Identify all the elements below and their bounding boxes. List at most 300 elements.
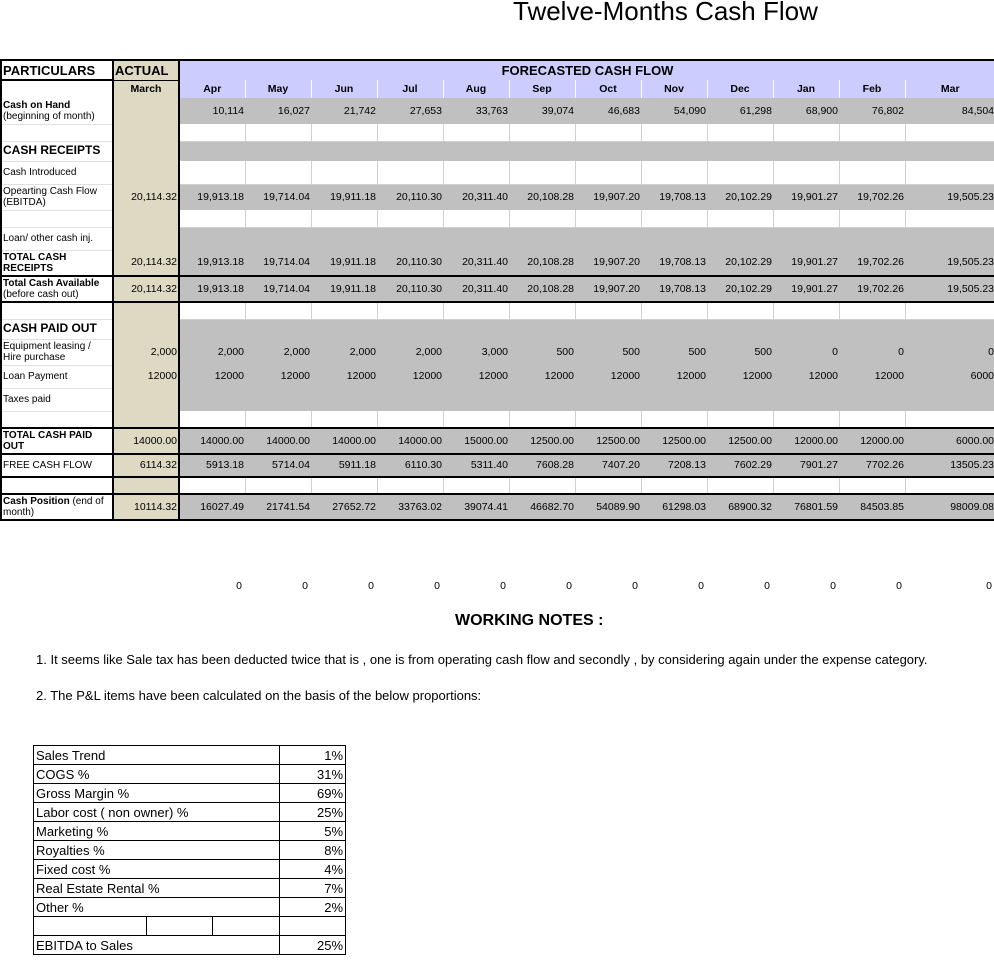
month-header: Feb bbox=[839, 80, 905, 98]
forecast-value bbox=[707, 210, 773, 227]
data-row bbox=[1, 161, 994, 184]
pl-row bbox=[34, 746, 346, 765]
actual-value: 20,114.32 bbox=[113, 184, 179, 210]
working-note-1: 1. It seems like Sale tax has been deducted twice that is , one is from operating cash flow and secondly , by considering again under the expense category. bbox=[36, 652, 928, 667]
forecast-value: 19,702.26 bbox=[839, 250, 905, 276]
forecast-value bbox=[509, 477, 575, 494]
pl-row bbox=[34, 841, 346, 860]
row-label bbox=[1, 388, 113, 411]
pl-label: Sales Trend bbox=[34, 746, 280, 765]
forecast-value bbox=[773, 124, 839, 141]
forecast-value bbox=[575, 477, 641, 494]
forecast-value: 21,742 bbox=[311, 98, 377, 124]
forecast-value bbox=[509, 124, 575, 141]
forecast-value bbox=[377, 161, 443, 184]
data-row bbox=[1, 454, 994, 477]
forecast-value: 16027.49 bbox=[179, 494, 245, 520]
row-label bbox=[1, 494, 113, 520]
actual-value bbox=[113, 388, 179, 411]
forecast-value bbox=[905, 388, 994, 411]
forecast-value: 54,090 bbox=[641, 98, 707, 124]
actual-header: ACTUAL bbox=[113, 60, 179, 80]
row-label bbox=[1, 302, 113, 319]
row-label bbox=[1, 124, 113, 141]
forecast-value bbox=[641, 124, 707, 141]
working-notes-heading: WORKING NOTES : bbox=[455, 612, 604, 629]
zero-value: 0 bbox=[632, 580, 638, 592]
forecast-value bbox=[575, 227, 641, 250]
data-row bbox=[1, 227, 994, 250]
pl-value: 7% bbox=[280, 879, 346, 898]
actual-value bbox=[113, 141, 179, 161]
row-label bbox=[1, 428, 113, 454]
forecast-value: 14000.00 bbox=[311, 428, 377, 454]
row-label-text: Cash on Hand bbox=[3, 99, 71, 111]
forecast-value: 61,298 bbox=[707, 98, 773, 124]
header-row bbox=[1, 60, 994, 80]
forecast-value: 500 bbox=[575, 339, 641, 365]
row-label bbox=[1, 411, 113, 428]
forecast-value bbox=[179, 227, 245, 250]
forecast-value: 19,702.26 bbox=[839, 184, 905, 210]
actual-value: 20,114.32 bbox=[113, 250, 179, 276]
forecast-value bbox=[311, 411, 377, 428]
section-title: CASH PAID OUT bbox=[3, 321, 97, 335]
month-header: Nov bbox=[641, 80, 707, 98]
actual-value bbox=[113, 319, 179, 339]
data-row bbox=[1, 365, 994, 388]
forecast-value: 20,102.29 bbox=[707, 184, 773, 210]
forecast-value: 19,505.23 bbox=[905, 184, 994, 210]
row-label bbox=[1, 276, 113, 302]
forecast-value bbox=[839, 210, 905, 227]
forecast-value: 12000.00 bbox=[839, 428, 905, 454]
pl-value: 5% bbox=[280, 822, 346, 841]
forecast-value: 19,913.18 bbox=[179, 276, 245, 302]
forecast-value: 68,900 bbox=[773, 98, 839, 124]
forecast-value: 20,102.29 bbox=[707, 276, 773, 302]
forecast-value: 500 bbox=[707, 339, 773, 365]
row-label-sub: RECEIPTS bbox=[3, 262, 54, 274]
forecast-value bbox=[641, 477, 707, 494]
forecast-value: 7608.28 bbox=[509, 454, 575, 477]
forecast-value: 12000 bbox=[443, 365, 509, 388]
forecast-value bbox=[311, 477, 377, 494]
forecast-header: FORECASTED CASH FLOW bbox=[179, 60, 994, 80]
month-row-label bbox=[1, 80, 113, 98]
zero-value: 0 bbox=[302, 580, 308, 592]
row-label bbox=[1, 477, 113, 494]
forecast-value: 19,708.13 bbox=[641, 250, 707, 276]
forecast-value: 0 bbox=[839, 339, 905, 365]
forecast-value bbox=[773, 411, 839, 428]
row-label-sub: month) bbox=[3, 507, 35, 518]
data-row bbox=[1, 184, 994, 210]
forecast-value bbox=[575, 124, 641, 141]
section-row bbox=[1, 141, 994, 161]
spacer-row bbox=[1, 124, 994, 141]
forecast-value: 20,108.28 bbox=[509, 250, 575, 276]
forecast-value bbox=[839, 161, 905, 184]
forecast-value bbox=[443, 124, 509, 141]
forecast-value: 14000.00 bbox=[179, 428, 245, 454]
forecast-value: 27,653 bbox=[377, 98, 443, 124]
forecast-value bbox=[905, 161, 994, 184]
forecast-value bbox=[179, 161, 245, 184]
forecast-value bbox=[509, 210, 575, 227]
forecast-value: 14000.00 bbox=[377, 428, 443, 454]
row-label-text: Loan/ other cash inj. bbox=[3, 233, 94, 244]
pl-value: 25% bbox=[280, 803, 346, 822]
forecast-value bbox=[179, 388, 245, 411]
month-row bbox=[1, 80, 994, 98]
forecast-value bbox=[641, 411, 707, 428]
pl-row bbox=[34, 784, 346, 803]
row-label-text: TOTAL CASH PAID bbox=[3, 430, 93, 441]
forecast-value bbox=[905, 227, 994, 250]
row-label-text: Opearting Cash Flow bbox=[3, 186, 97, 197]
forecast-value: 19,913.18 bbox=[179, 184, 245, 210]
forecast-value: 12000 bbox=[641, 365, 707, 388]
forecast-value bbox=[377, 411, 443, 428]
pl-empty-cell bbox=[147, 917, 213, 936]
forecast-value bbox=[245, 302, 311, 319]
forecast-value bbox=[839, 411, 905, 428]
pl-label: Royalties % bbox=[34, 841, 280, 860]
forecast-value bbox=[905, 210, 994, 227]
forecast-value bbox=[245, 388, 311, 411]
forecast-value: 12000 bbox=[839, 365, 905, 388]
forecast-value: 12500.00 bbox=[707, 428, 773, 454]
row-label bbox=[1, 365, 113, 388]
forecast-value: 46682.70 bbox=[509, 494, 575, 520]
forecast-value: 7208.13 bbox=[641, 454, 707, 477]
pl-label: Fixed cost % bbox=[34, 860, 280, 879]
forecast-value bbox=[773, 388, 839, 411]
forecast-value: 7407.20 bbox=[575, 454, 641, 477]
forecast-value bbox=[773, 210, 839, 227]
forecast-value bbox=[311, 302, 377, 319]
forecast-value bbox=[509, 411, 575, 428]
forecast-value bbox=[377, 227, 443, 250]
forecast-value: 6000.00 bbox=[905, 428, 994, 454]
forecast-value: 19,505.23 bbox=[905, 250, 994, 276]
forecast-value bbox=[245, 477, 311, 494]
forecast-value: 12000 bbox=[377, 365, 443, 388]
forecast-value bbox=[443, 302, 509, 319]
row-label bbox=[1, 184, 113, 210]
pl-row bbox=[34, 765, 346, 784]
forecast-value: 12500.00 bbox=[509, 428, 575, 454]
spacer-row bbox=[1, 477, 994, 494]
spacer-row bbox=[1, 210, 994, 227]
forecast-value: 13505.23 bbox=[905, 454, 994, 477]
forecast-value: 33,763 bbox=[443, 98, 509, 124]
forecast-value bbox=[377, 477, 443, 494]
forecast-value: 20,110.30 bbox=[377, 276, 443, 302]
section-row bbox=[1, 319, 994, 339]
forecast-value: 27652.72 bbox=[311, 494, 377, 520]
pl-label: Labor cost ( non owner) % bbox=[34, 803, 280, 822]
forecast-value bbox=[509, 388, 575, 411]
forecast-value: 12000 bbox=[179, 365, 245, 388]
row-label-sub: Hire purchase bbox=[3, 352, 66, 363]
forecast-value: 10,114 bbox=[179, 98, 245, 124]
forecast-value bbox=[641, 388, 707, 411]
zero-check-row bbox=[0, 580, 994, 594]
forecast-value: 7901.27 bbox=[773, 454, 839, 477]
forecast-value bbox=[905, 411, 994, 428]
data-row bbox=[1, 494, 994, 520]
zero-value: 0 bbox=[500, 580, 506, 592]
row-label bbox=[1, 98, 113, 124]
actual-value bbox=[113, 302, 179, 319]
forecast-value bbox=[575, 388, 641, 411]
forecast-value: 19,714.04 bbox=[245, 250, 311, 276]
pl-value: 69% bbox=[280, 784, 346, 803]
forecast-value bbox=[575, 210, 641, 227]
forecast-value bbox=[377, 388, 443, 411]
forecast-value: 0 bbox=[773, 339, 839, 365]
forecast-value: 19,708.13 bbox=[641, 276, 707, 302]
forecast-value: 12000 bbox=[707, 365, 773, 388]
row-label-text: Taxes paid bbox=[3, 394, 51, 405]
forecast-value: 15000.00 bbox=[443, 428, 509, 454]
forecast-value bbox=[377, 302, 443, 319]
actual-value: 20,114.32 bbox=[113, 276, 179, 302]
data-row bbox=[1, 276, 994, 302]
forecast-value: 7602.29 bbox=[707, 454, 773, 477]
forecast-value: 61298.03 bbox=[641, 494, 707, 520]
row-label-sub: (before cash out) bbox=[3, 289, 79, 300]
forecast-value bbox=[245, 124, 311, 141]
forecast-value bbox=[641, 161, 707, 184]
forecast-value bbox=[311, 388, 377, 411]
pl-empty-cell bbox=[213, 917, 280, 936]
actual-value bbox=[113, 98, 179, 124]
pl-value: 1% bbox=[280, 746, 346, 765]
row-label-text: Cash Position bbox=[3, 496, 70, 507]
pl-row bbox=[34, 917, 346, 936]
forecast-value bbox=[311, 161, 377, 184]
forecast-value bbox=[245, 411, 311, 428]
forecast-value bbox=[641, 302, 707, 319]
pl-row bbox=[34, 879, 346, 898]
forecast-value: 12000 bbox=[773, 365, 839, 388]
data-row bbox=[1, 428, 994, 454]
forecast-value bbox=[509, 302, 575, 319]
forecast-value: 19,714.04 bbox=[245, 184, 311, 210]
row-label bbox=[1, 210, 113, 227]
forecast-value: 5913.18 bbox=[179, 454, 245, 477]
forecast-value: 2,000 bbox=[377, 339, 443, 365]
forecast-value bbox=[575, 161, 641, 184]
forecast-value: 33763.02 bbox=[377, 494, 443, 520]
forecast-value: 20,108.28 bbox=[509, 276, 575, 302]
month-header: Oct bbox=[575, 80, 641, 98]
month-header: May bbox=[245, 80, 311, 98]
forecast-value bbox=[773, 227, 839, 250]
zero-value: 0 bbox=[434, 580, 440, 592]
forecast-value: 20,311.40 bbox=[443, 250, 509, 276]
pl-value: 8% bbox=[280, 841, 346, 860]
spacer-row bbox=[1, 302, 994, 319]
pl-label: Other % bbox=[34, 898, 280, 917]
row-label-sub: OUT bbox=[3, 441, 25, 452]
forecast-value bbox=[707, 227, 773, 250]
pl-empty-cell bbox=[34, 917, 147, 936]
section-fill bbox=[179, 141, 994, 161]
forecast-value: 19,913.18 bbox=[179, 250, 245, 276]
row-label bbox=[1, 141, 113, 161]
pl-label: Gross Margin % bbox=[34, 784, 280, 803]
forecast-value: 6110.30 bbox=[377, 454, 443, 477]
forecast-value bbox=[707, 477, 773, 494]
forecast-value bbox=[839, 124, 905, 141]
forecast-value: 12000 bbox=[311, 365, 377, 388]
forecast-value: 84,504 bbox=[905, 98, 994, 124]
actual-value: 14000.00 bbox=[113, 428, 179, 454]
forecast-value: 500 bbox=[641, 339, 707, 365]
pl-proportions-table bbox=[33, 745, 346, 955]
forecast-value: 21741.54 bbox=[245, 494, 311, 520]
forecast-value: 19,901.27 bbox=[773, 276, 839, 302]
forecast-value: 12500.00 bbox=[641, 428, 707, 454]
forecast-value: 5311.40 bbox=[443, 454, 509, 477]
row-label bbox=[1, 250, 113, 276]
forecast-value: 19,901.27 bbox=[773, 250, 839, 276]
pl-label: COGS % bbox=[34, 765, 280, 784]
forecast-value bbox=[311, 124, 377, 141]
forecast-value: 0 bbox=[905, 339, 994, 365]
zero-value: 0 bbox=[368, 580, 374, 592]
forecast-value: 19,505.23 bbox=[905, 276, 994, 302]
forecast-value: 19,911.18 bbox=[311, 276, 377, 302]
row-label bbox=[1, 161, 113, 184]
forecast-value bbox=[707, 388, 773, 411]
month-header: Jan bbox=[773, 80, 839, 98]
forecast-value bbox=[707, 302, 773, 319]
data-row bbox=[1, 339, 994, 365]
actual-month: March bbox=[113, 80, 179, 98]
forecast-value: 16,027 bbox=[245, 98, 311, 124]
forecast-value: 20,110.30 bbox=[377, 250, 443, 276]
forecast-value bbox=[905, 302, 994, 319]
actual-value: 6114.32 bbox=[113, 454, 179, 477]
forecast-value: 2,000 bbox=[179, 339, 245, 365]
forecast-value: 12000 bbox=[509, 365, 575, 388]
forecast-value: 500 bbox=[509, 339, 575, 365]
pl-value: 31% bbox=[280, 765, 346, 784]
forecast-value: 2,000 bbox=[245, 339, 311, 365]
particulars-header: PARTICULARS bbox=[1, 60, 113, 80]
forecast-value: 7702.26 bbox=[839, 454, 905, 477]
month-header: Dec bbox=[707, 80, 773, 98]
forecast-value bbox=[443, 210, 509, 227]
forecast-value bbox=[443, 161, 509, 184]
forecast-value bbox=[509, 227, 575, 250]
section-title: CASH RECEIPTS bbox=[3, 143, 101, 157]
row-label-text: Equipment leasing / bbox=[3, 341, 91, 352]
cash-flow-table bbox=[0, 59, 994, 521]
row-label bbox=[1, 454, 113, 477]
forecast-value bbox=[443, 411, 509, 428]
forecast-value bbox=[179, 210, 245, 227]
forecast-value bbox=[575, 302, 641, 319]
pl-row bbox=[34, 803, 346, 822]
spacer-row bbox=[1, 411, 994, 428]
forecast-value bbox=[641, 227, 707, 250]
month-header: Apr bbox=[179, 80, 245, 98]
zero-value: 0 bbox=[830, 580, 836, 592]
forecast-value: 76801.59 bbox=[773, 494, 839, 520]
row-label-text: Cash Introduced bbox=[3, 167, 77, 178]
forecast-value bbox=[707, 411, 773, 428]
forecast-value: 19,907.20 bbox=[575, 250, 641, 276]
forecast-value bbox=[839, 227, 905, 250]
row-label-sub: (EBITDA) bbox=[3, 197, 46, 208]
pl-label: Marketing % bbox=[34, 822, 280, 841]
forecast-value bbox=[179, 302, 245, 319]
actual-value bbox=[113, 227, 179, 250]
forecast-value: 3,000 bbox=[443, 339, 509, 365]
forecast-value bbox=[905, 124, 994, 141]
forecast-value bbox=[509, 161, 575, 184]
row-label-text: FREE CASH FLOW bbox=[3, 460, 92, 471]
pl-row bbox=[34, 822, 346, 841]
row-label bbox=[1, 319, 113, 339]
forecast-value bbox=[179, 477, 245, 494]
forecast-value bbox=[179, 124, 245, 141]
actual-value: 2,000 bbox=[113, 339, 179, 365]
forecast-value: 39,074 bbox=[509, 98, 575, 124]
zero-value: 0 bbox=[236, 580, 242, 592]
forecast-value bbox=[443, 388, 509, 411]
forecast-value: 20,102.29 bbox=[707, 250, 773, 276]
forecast-value: 2,000 bbox=[311, 339, 377, 365]
pl-row bbox=[34, 898, 346, 917]
data-row bbox=[1, 98, 994, 124]
data-row bbox=[1, 388, 994, 411]
row-label-text: Total Cash Available bbox=[3, 278, 100, 289]
forecast-value bbox=[773, 477, 839, 494]
forecast-value bbox=[773, 161, 839, 184]
month-header: Mar bbox=[905, 80, 994, 98]
forecast-value: 84503.85 bbox=[839, 494, 905, 520]
forecast-value: 19,911.18 bbox=[311, 250, 377, 276]
forecast-value bbox=[311, 227, 377, 250]
row-label bbox=[1, 339, 113, 365]
forecast-value: 12000 bbox=[245, 365, 311, 388]
forecast-value: 98009.08 bbox=[905, 494, 994, 520]
forecast-value: 68900.32 bbox=[707, 494, 773, 520]
actual-value bbox=[113, 411, 179, 428]
forecast-value: 12000.00 bbox=[773, 428, 839, 454]
forecast-value: 6000 bbox=[905, 365, 994, 388]
forecast-value: 19,708.13 bbox=[641, 184, 707, 210]
row-label-tail: (end of bbox=[69, 496, 104, 507]
forecast-value: 19,702.26 bbox=[839, 276, 905, 302]
actual-value bbox=[113, 124, 179, 141]
zero-value: 0 bbox=[566, 580, 572, 592]
forecast-value bbox=[839, 477, 905, 494]
pl-value: 2% bbox=[280, 898, 346, 917]
forecast-value: 12500.00 bbox=[575, 428, 641, 454]
pl-row bbox=[34, 936, 346, 955]
data-row bbox=[1, 250, 994, 276]
section-fill bbox=[179, 319, 994, 339]
month-header: Jul bbox=[377, 80, 443, 98]
